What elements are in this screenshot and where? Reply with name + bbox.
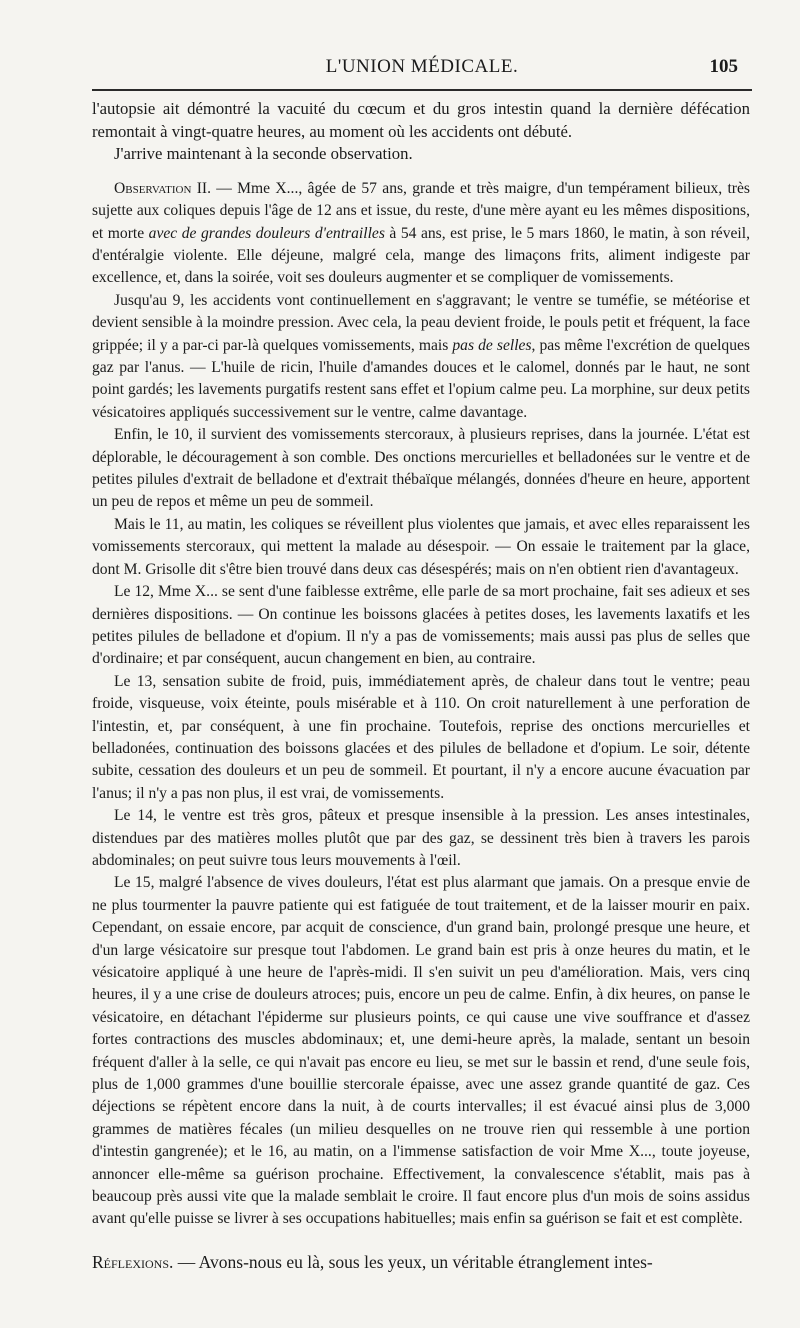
reflexions-paragraph [92, 1250, 750, 1274]
observation-day-9 [92, 290, 750, 424]
observation-intro-italic: avec de grandes douleurs d'entrailles [148, 224, 385, 242]
reflexions-label: Réflexions. [92, 1252, 174, 1272]
observation-day-11: Mais le 11, au matin, les coliques se réveillent plus violentes que jamais, et avec elles reparaissent les vomissements stercoraux, qui mettent la malade au désespoir. — On essaie le traitement par la glace, dont M. Grisolle dit s'être bien trouvé dans deux cas désespérés; mais on n'en obtient rien d'avantageux. [92, 515, 750, 578]
observation-intro-text: — Mme X..., âgée de 57 ans, grande et très maigre, d'un tempérament bilieux, très sujette aux coliques depuis l'âge de 12 ans et issue, du reste, d'une mère ayant eu les mêmes dispositions, et morte [92, 179, 750, 242]
observation-day-15: Le 15, malgré l'absence de vives douleurs, l'état est plus alarmant que jamais. On a presque envie de ne plus tourmenter la pauvre patiente qui est fatiguée de tout traitement, et de la laisser mourir en paix. Cependant, on essaie encore, par acquit de conscience, d'un grand bain, prolongé presque une heure, et d'un large vésicatoire sur presque tout l'abdomen. Le grand bain est pris à onze heures du matin, et le vésicatoire appliqué à une heure de l'après-midi. Il s'en suivit un peu d'amélioration. Mais, vers cinq heures, il y a une crise de douleurs atroces; puis, encore un peu de calme. Enfin, à dix heures, on panse le vésicatoire, en détachant l'épiderme sur plusieurs points, ce qui cause une vive souffrance et d'assez fortes contractions des muscles abdominaux; et, une demi-heure après, la malade, sentant un besoin fréquent d'aller à la selle, ce qui n'avait pas encore eu lieu, se met sur le bassin et rend, d'une seule fois, plus de 1,000 grammes d'une bouillie stercorale épaisse, avec une assez grande quantité de gaz. Ces déjections se répètent encore dans la nuit, à de courts intervalles; il est évacué ainsi plus de 3,000 grammes de matières fécales (un milieu desquelles on ne trouve rien qui ressemble à une portion d'intestin gangrenée); et le 16, au matin, on a l'immense satisfaction de voir Mme X..., toute joyeuse, annoncer elle-même sa guérison prochaine. Effectivement, la convalescence s'établit, mais pas à beaucoup près aussi vite que la malade semblait le croire. Il faut encore plus d'un mois de soins assidus avant qu'elle puisse se livrer à ses occupations habituelles; mais enfin sa guérison se fait et est complète. [92, 874, 750, 1228]
body-text [92, 98, 750, 1231]
observation-day-12: Le 12, Mme X... se sent d'une faiblesse extrême, elle parle de sa mort prochaine, fait ses adieux et ses dernières dispositions. — On continue les boissons glacées à petites doses, les lavements laxatifs et les petites pilules de belladone et d'opium. Il n'y a pas de vomissements; mais aussi pas plus de selles que d'ordinaire; et par conséquent, aucun changement en bien, au contraire. [92, 583, 750, 668]
paragraph-transition: J'arrive maintenant à la seconde observation. [114, 144, 413, 164]
observation-day-10: Enfin, le 10, il survient des vomissements stercoraux, à plusieurs reprises, dans la journée. L'état est déplorable, le découragement à son comble. Des onctions mercurielles et belladonées sur le ventre et de petites pilules d'extrait de belladone et d'extrait thébaïque mélangés, données d'heure en heure, apportent un peu de repos et même un peu de sommeil. [92, 426, 750, 511]
running-title: L'UNION MÉDICALE. [325, 56, 519, 77]
observation-intro [92, 178, 750, 290]
day-9-end: , pas même l'excrétion de quelques gaz par l'anus. — L'huile de ricin, l'huile d'amandes douces et le calomel, donnés par le haut, ne sont point gardés; les lavements purgatifs restent sans effet et l'opium calme peu. La morphine, sur deux petits vésicatoires appliqués successivement sur le ventre, calme davantage. [92, 336, 750, 421]
observation-intro-end: à 54 ans, est prise, le 5 mars 1860, le matin, à son réveil, d'entéralgie violente. Elle déjeune, malgré cela, mange des limaçons frits, aliment indigeste par excellence, et, dans la soirée, voit ses douleurs augmenter et se compliquer de vomissements. [92, 224, 750, 287]
page-header [92, 54, 752, 84]
header-rule [92, 89, 752, 91]
paragraph-autopsie: l'autopsie ait démontré la vacuité du cœcum et du gros intestin quand la dernière défécation remontait à vingt-quatre heures, au moment où les accidents ont débuté. [92, 99, 750, 141]
day-9-text: Jusqu'au 9, les accidents vont continuellement en s'aggravant; le ventre se tuméfie, se météorise et devient sensible à la moindre pression. Avec cela, la peau devient froide, le pouls petit et fréquent, la face grippée; il y a par-ci par-là quelques vomissements, mais [92, 291, 750, 354]
observation-label: Observation II. [114, 179, 211, 197]
day-9-italic: pas de selles [452, 336, 532, 354]
page-number: 105 [709, 56, 738, 77]
reflexions-text: — Avons-nous eu là, sous les yeux, un véritable étranglement intes- [173, 1252, 653, 1272]
observation-day-13: Le 13, sensation subite de froid, puis, immédiatement après, de chaleur dans tout le ventre; peau froide, visqueuse, voix éteinte, pouls misérable et à 110. On croit naturellement à une perforation de l'intestin, et, par conséquent, à une fin prochaine. Toutefois, reprise des onctions mercurielles et belladonées, continuation des boissons glacées et des pilules de belladone et d'opium. Le soir, détente subite, cessation des douleurs et un peu de sommeil. Et pourtant, il n'y a encore aucune évacuation par l'anus; il n'y a pas non plus, il est vrai, de vomissements. [92, 672, 750, 802]
observation-day-14: Le 14, le ventre est très gros, pâteux et presque insensible à la pression. Les anses intestinales, distendues par des matières molles plutôt que par des gaz, se dessinent très bien à travers les parois abdominales; on peut suivre tous leurs mouvements à l'œil. [92, 807, 750, 869]
